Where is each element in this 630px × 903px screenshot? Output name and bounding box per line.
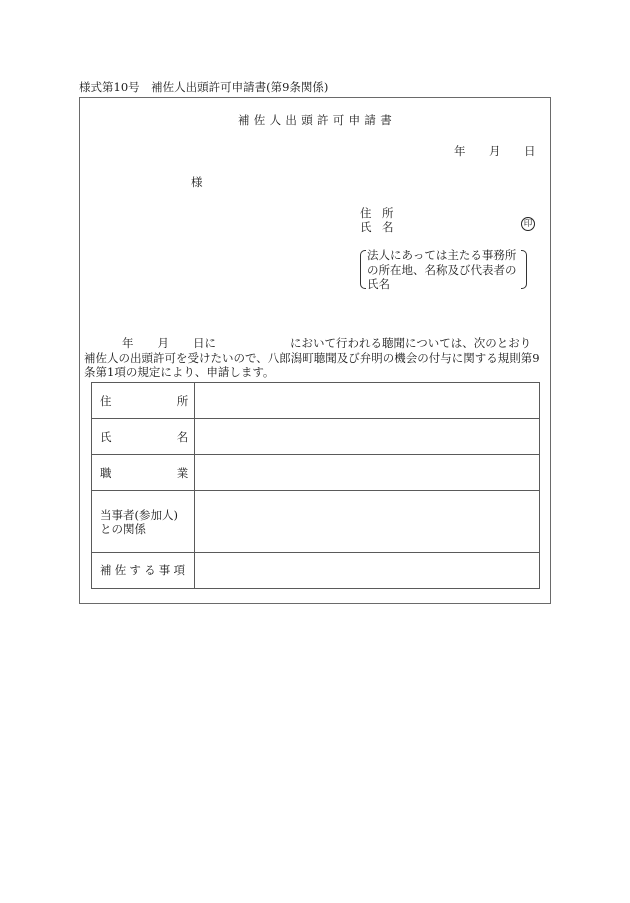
row-label-occupation (92, 455, 195, 491)
applicant-address-label-1: 住 (360, 206, 372, 220)
label-right: 所 (176, 393, 189, 408)
table-row-address (92, 383, 540, 419)
document-title: 補佐人出頭許可申請書 (238, 113, 396, 127)
corporate-note (367, 248, 525, 292)
form-caption: 様式第10号 補佐人出頭許可申請書(第9条関係) (79, 80, 329, 94)
table-row-name (92, 419, 540, 455)
row-label-assistance-matters (92, 552, 195, 588)
label-line-1: 当事者(参加人) (100, 507, 178, 522)
statement-line-3: 条第1項の規定により、申請します。 (84, 365, 275, 379)
statement-year-label: 年 (122, 336, 134, 350)
table-row-occupation (92, 455, 540, 491)
occupation-field[interactable] (195, 455, 540, 491)
label-left: 氏 (100, 429, 112, 444)
seal-icon: 印 (521, 217, 535, 231)
table-row-relationship (92, 491, 540, 553)
bracket-left-icon (360, 250, 366, 289)
label-left: 職 (100, 465, 112, 480)
label-right: 名 (176, 429, 189, 444)
label-line-2: との関係 (100, 521, 146, 536)
statement-line-1 (84, 336, 546, 351)
assistant-info-table (91, 382, 540, 589)
application-statement (84, 336, 546, 380)
statement-day-label: 日に (193, 336, 216, 350)
applicant-address-label-2: 所 (382, 206, 394, 220)
label-right: 業 (176, 465, 189, 480)
applicant-name-label (360, 219, 394, 235)
statement-line-1-rest: において行われる聴聞については、次のとおり (290, 336, 532, 350)
addressee-suffix: 様 (191, 175, 203, 189)
date-day-label: 日 (524, 144, 536, 158)
applicant-name-label-1: 氏 (360, 220, 372, 234)
row-label-relationship (92, 491, 195, 553)
label-left: 住 (100, 393, 112, 408)
relationship-field[interactable] (195, 491, 540, 553)
applicant-name-label-2: 名 (382, 220, 394, 234)
date-year-label: 年 (454, 144, 466, 158)
row-label-address (92, 383, 195, 419)
label-text: 補佐する事項 (100, 563, 189, 578)
table-row-assistance-matters (92, 552, 540, 588)
assistance-matters-field[interactable] (195, 552, 540, 588)
date-month-label: 月 (489, 144, 501, 158)
corporate-note-text: 法人にあっては主たる事務所の所在地、名称及び代表者の氏名 (367, 248, 517, 291)
address-field[interactable] (195, 383, 540, 419)
name-field[interactable] (195, 419, 540, 455)
statement-line-2: 補佐人の出頭許可を受けたいので、八郎潟町聴聞及び弁明の機会の付与に関する規則第9 (84, 350, 540, 365)
row-label-name (92, 419, 195, 455)
statement-month-label: 月 (157, 336, 169, 350)
bracket-right-icon (521, 250, 527, 289)
